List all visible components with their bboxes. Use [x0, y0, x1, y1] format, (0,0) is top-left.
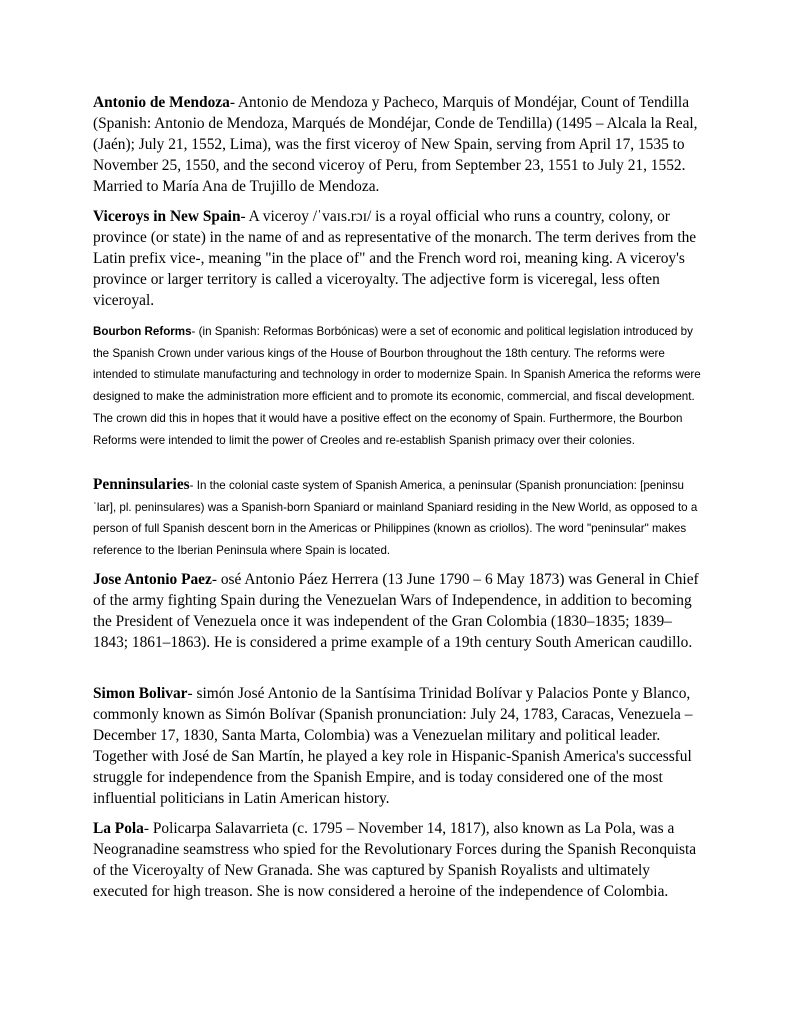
entry-body: - Antonio de Mendoza y Pacheco, Marquis of Mondéjar, Count of Tendilla (Spanish: Antonio de Mendoza, Marqués de Mondéjar, Conde de Tendilla) (1495 – Alcala la Real, (Jaén); July 21, 1552, Lima), was the first viceroy of New Spain, serving from April 17, 1535 to November 25, 1550, and the second viceroy of Peru, from September 23, 1551 to July 21, 1552. Married to María Ana de Trujillo de Mendoza.: [93, 94, 698, 195]
entry-penninsularies: [93, 474, 705, 562]
entry-term: Penninsularies: [93, 476, 190, 493]
entry-body: - osé Antonio Páez Herrera (13 June 1790 – 6 May 1873) was General in Chief of the army fighting Spain during the Venezuelan Wars of Independence, in addition to becoming the President of Venezuela once it was independent of the Gran Colombia (1830–1835; 1839–1843; 1861–1863). He is considered a prime example of a 19th century South American caudillo.: [93, 571, 699, 651]
entry-body: - Policarpa Salavarrieta (c. 1795 – November 14, 1817), also known as La Pola, was a Neogranadine seamstress who spied for the Revolutionary Forces during the Spanish Reconquista of the Viceroyalty of New Granada. She was captured by Spanish Royalists and ultimately executed for high treason. She is now considered a heroine of the independence of Colombia.: [93, 820, 697, 900]
entry-term: Bourbon Reforms: [93, 325, 192, 338]
entry-la-pola: [93, 819, 705, 903]
entry-jose-antonio-paez: [93, 570, 705, 654]
entry-body: - A viceroy /ˈvaɪs.rɔɪ/ is a royal official who runs a country, colony, or province (or state) in the name of and as representative of the monarch. The term derives from the Latin prefix vice-, meaning "in the place of" and the French word roi, meaning king. A viceroy's province or larger territory is called a viceroyalty. The adjective form is viceregal, less often viceroyal.: [93, 208, 697, 309]
entry-body: - In the colonial caste system of Spanish America, a peninsular (Spanish pronunciation: [peninsuˈlar], pl. peninsulares) was a Spanish-born Spaniard or mainland Spaniard residing in the New World, as opposed to a person of full Spanish descent born in the Americas or Philippines (known as criollos). The word "peninsular" makes reference to the Iberian Peninsula where Spain is located.: [93, 479, 698, 558]
entry-term: Simon Bolivar: [93, 685, 188, 702]
entry-term: La Pola: [93, 820, 144, 837]
entry-viceroys-in-new-spain: [93, 207, 705, 312]
entry-term: Viceroys in New Spain: [93, 208, 241, 225]
entry-term: Antonio de Mendoza: [93, 94, 230, 111]
entry-body: - simón José Antonio de la Santísima Trinidad Bolívar y Palacios Ponte y Blanco, commonly known as Simón Bolívar (Spanish pronunciation: July 24, 1783, Caracas, Venezuela – December 17, 1830, Santa Marta, Colombia) was a Venezuelan military and political leader. Together with José de San Martín, he played a key role in Hispanic-Spanish America's successful struggle for independence from the Spanish Empire, and is today considered one of the most influential politicians in Latin American history.: [93, 685, 693, 807]
entry-body: - (in Spanish: Reformas Borbónicas) were a set of economic and political legislation introduced by the Spanish Crown under various kings of the House of Bourbon throughout the 18th century. The reforms were intended to stimulate manufacturing and technology in order to modernize Spain. In Spanish America the reforms were designed to make the administration more efficient and to promote its economic, commercial, and fiscal development. The crown did this in hopes that it would have a positive effect on the economy of Spain. Furthermore, the Bourbon Reforms were intended to limit the power of Creoles and re-establish Spanish primacy over their colonies.: [93, 325, 701, 447]
entry-antonio-de-mendoza: [93, 93, 705, 198]
entry-simon-bolivar: [93, 684, 705, 809]
entry-term: Jose Antonio Paez: [93, 571, 212, 588]
entry-bourbon-reforms: [93, 321, 708, 451]
